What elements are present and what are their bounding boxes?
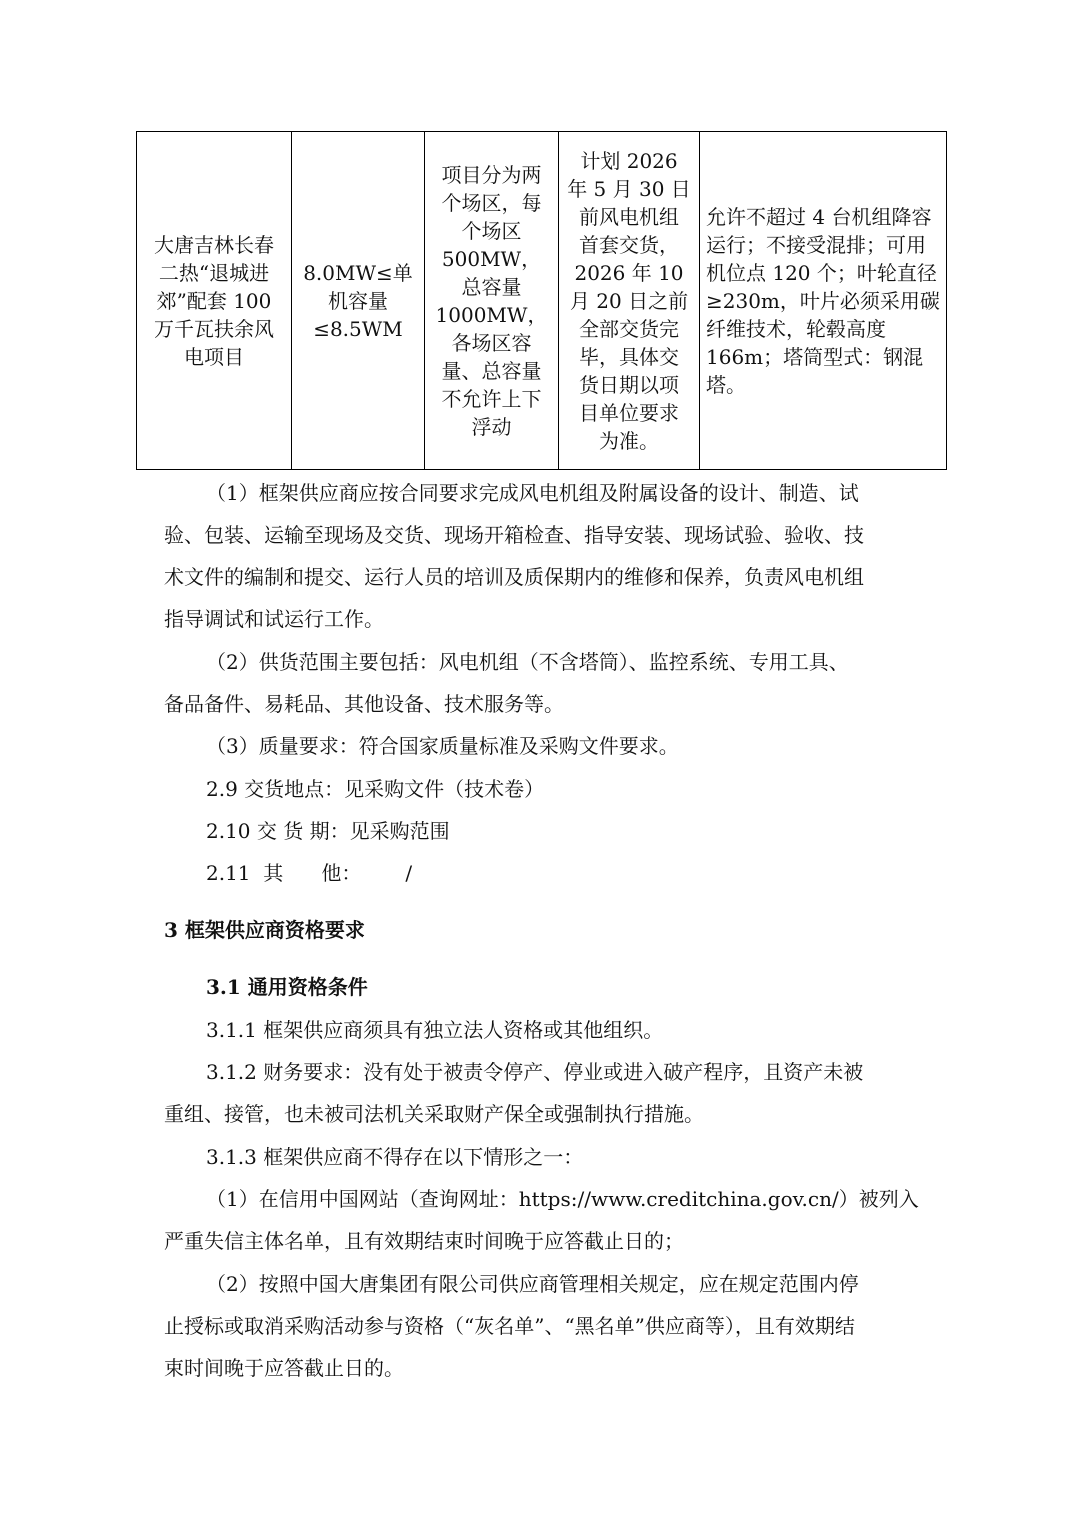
heading-section-3: 3 框架供应商资格要求 xyxy=(164,918,365,942)
condition-2-line: （2）按照中国大唐集团有限公司供应商管理相关规定，应在规定范围内停 xyxy=(206,1272,859,1296)
item-2-11-label: 2.11 其 他： xyxy=(206,861,362,885)
condition-1-line: 严重失信主体名单，且有效期结束时间晚于应答截止日的； xyxy=(164,1229,684,1253)
item-2-11-other xyxy=(206,852,966,894)
cell-total-capacity: 项目分为两 个场区，每 个场区 500MW， 总容量 1000MW， 各场区容 量、总容量 不允许上下 浮动 xyxy=(425,132,559,470)
item-3-1-3: 3.1.3 框架供应商不得存在以下情形之一： xyxy=(206,1145,584,1169)
paragraph-scope-line: （1）框架供应商应按合同要求完成风电机组及附属设备的设计、制造、试 xyxy=(206,481,859,505)
item-3-1-2-line: 3.1.2 财务要求：没有处于被责令停产、停业或进入破产程序，且资产未被 xyxy=(206,1060,864,1084)
cell-technical-requirements: 允许不超过 4 台机组降容 运行；不接受混排；可用 机位点 120 个；叶轮直径 ≥230m，叶片必须采用碳 纤维技术，轮毂高度 166m；塔筒型式：钢混 塔。 xyxy=(700,132,947,470)
item-3-1-1: 3.1.1 框架供应商须具有独立法人资格或其他组织。 xyxy=(206,1018,664,1042)
condition-1-line: （1）在信用中国网站（查询网址：https://www.creditchina.gov.cn/）被列入 xyxy=(206,1187,919,1211)
paragraph-supply-line: 备品备件、易耗品、其他设备、技术服务等。 xyxy=(164,692,564,716)
condition-2-line: 束时间晚于应答截止日的。 xyxy=(164,1356,404,1380)
cell-unit-capacity: 8.0MW≤单 机容量 ≤8.5WM xyxy=(292,132,425,470)
paragraph-scope-line: 术文件的编制和提交、运行人员的培训及质保期内的维修和保养，负责风电机组 xyxy=(164,565,864,589)
cell-delivery-plan: 计划 2026 年 5 月 30 日 前风电机组 首套交货， 2026 年 10 月 20 日之前 全部交货完 毕，具体交 货日期以项 目单位要求 为准。 xyxy=(559,132,700,470)
item-3-1-2-line: 重组、接管，也未被司法机关采取财产保全或强制执行措施。 xyxy=(164,1102,704,1126)
spec-table xyxy=(136,131,947,470)
paragraph-scope-line: 指导调试和试运行工作。 xyxy=(164,607,384,631)
item-2-9-delivery-location: 2.9 交货地点：见采购文件（技术卷） xyxy=(206,777,545,801)
item-2-11-value: / xyxy=(405,861,413,885)
paragraph-supply-line: （2）供货范围主要包括：风电机组（不含塔筒）、监控系统、专用工具、 xyxy=(206,650,849,674)
table-row xyxy=(137,132,947,470)
cell-project-name: 大唐吉林长春 二热“退城进 郊”配套 100 万千瓦扶余风 电项目 xyxy=(137,132,292,470)
paragraph-scope-line: 验、包装、运输至现场及交货、现场开箱检查、指导安装、现场试验、验收、技 xyxy=(164,523,864,547)
heading-section-3-1: 3.1 通用资格条件 xyxy=(206,975,368,999)
condition-2-line: 止授标或取消采购活动参与资格（“灰名单”、“黑名单”供应商等），且有效期结 xyxy=(164,1314,855,1338)
item-2-10-delivery-period: 2.10 交 货 期：见采购范围 xyxy=(206,819,450,843)
paragraph-quality: （3）质量要求：符合国家质量标准及采购文件要求。 xyxy=(206,734,679,758)
